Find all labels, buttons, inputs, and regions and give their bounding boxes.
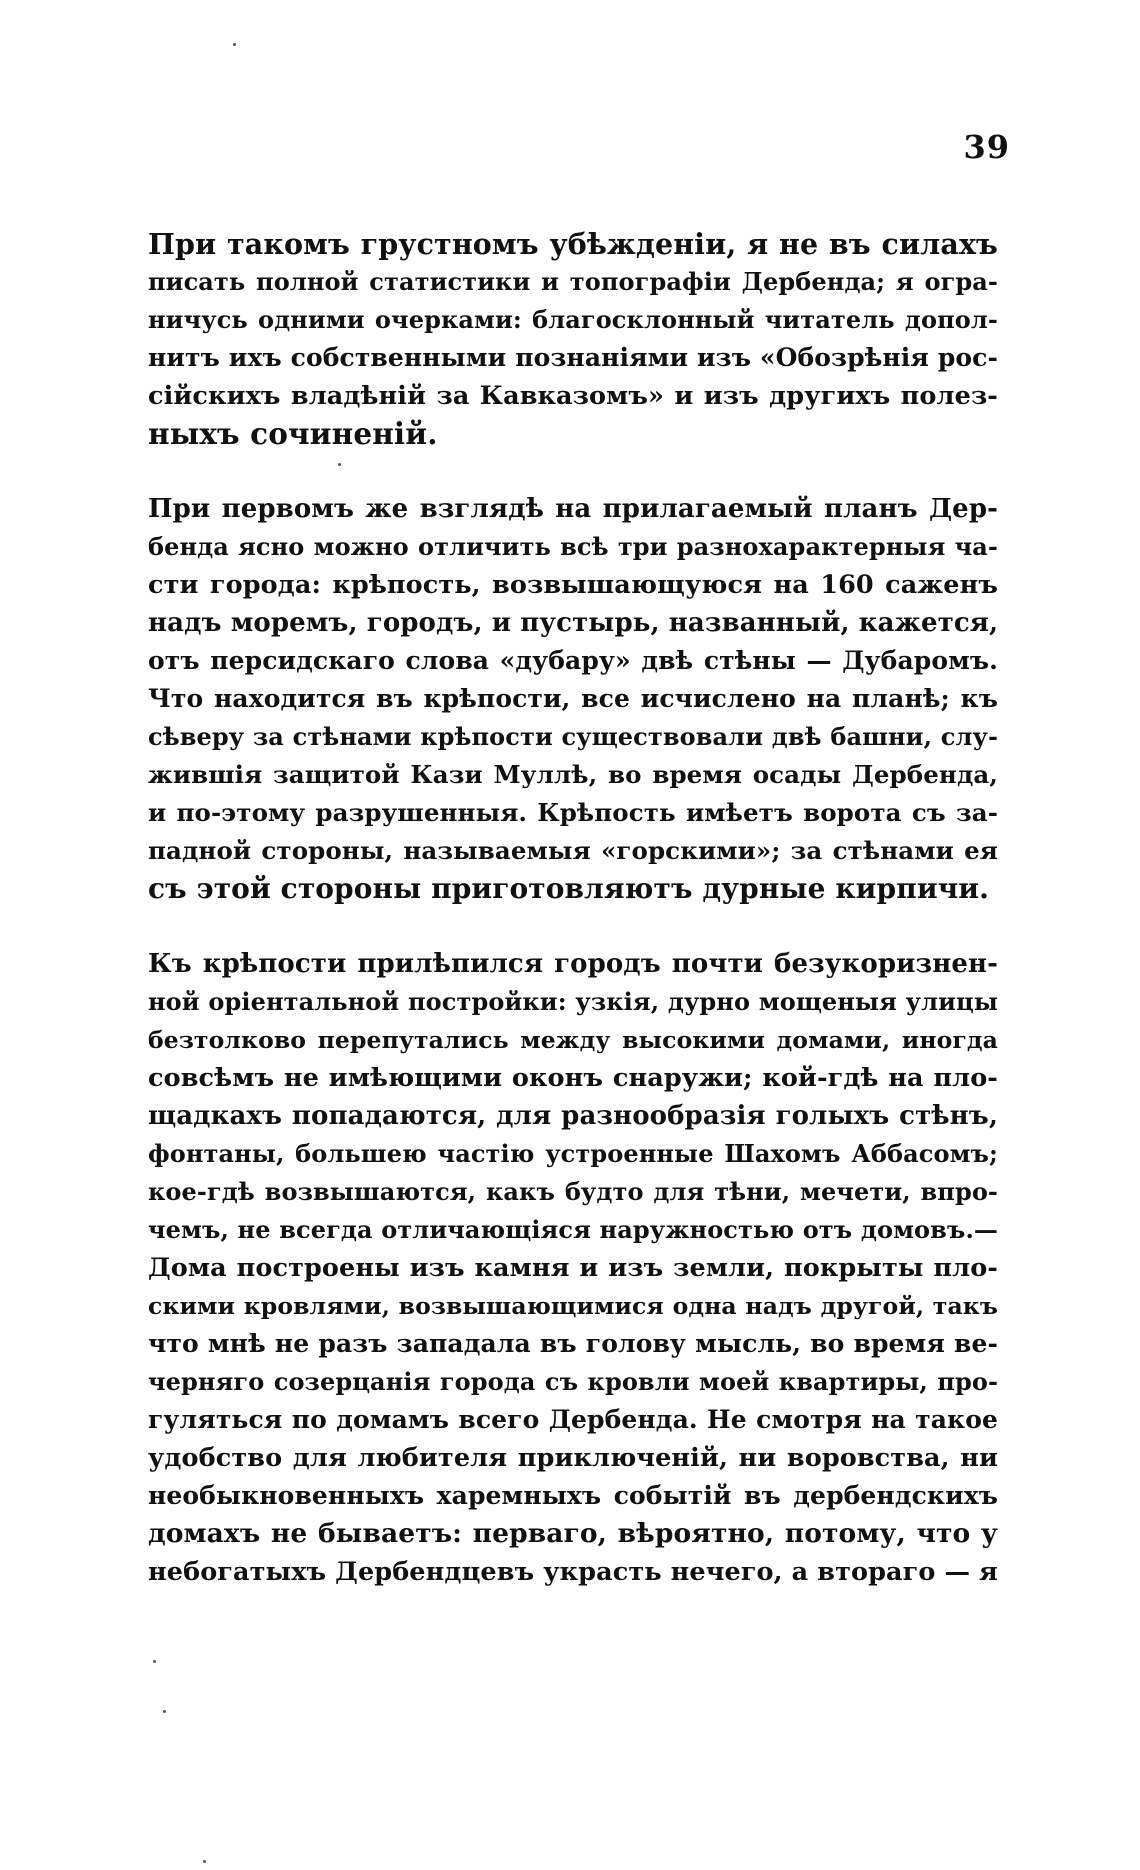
text-line: бенда ясно можно отличить всѣ три разнохарактерныя ча- — [148, 532, 998, 561]
text-line: чемъ, не всегда отличающіяся наружностью отъ домовъ.— — [148, 1215, 998, 1244]
paragraph-1 — [148, 225, 998, 453]
text-line: безтолково перепутались между высокими домами, иногда — [148, 1026, 998, 1054]
text-line: ничусь одними очерками: благосклонный читатель допол- — [148, 305, 998, 334]
text-line: сти города: крѣпость, возвышающуюся на 160 саженъ — [148, 570, 998, 600]
text-line: гуляться по домамъ всего Дербенда. Не смотря на такое — [148, 1405, 998, 1434]
text-line: и по-этому разрушенныя. Крѣпость имѣетъ ворота съ за- — [148, 798, 998, 827]
text-line: отъ персидскаго слова «дубару» двѣ стѣны — Дубаромъ. — [148, 646, 998, 675]
text-line: Что находится въ крѣпости, все исчислено на планѣ; къ — [148, 684, 998, 713]
text-line: Дома построены изъ камня и изъ земли, покрыты пло- — [148, 1253, 998, 1283]
text-line: небогатыхъ Дербендцевъ украсть нечего, а втораго — я — [148, 1557, 998, 1587]
text-line: ныхъ сочиненій. — [148, 416, 438, 451]
text-line: писать полной статистики и топографіи Дербенда; я огра- — [148, 267, 998, 296]
text-line: падной стороны, называемыя «горскими»; за стѣнами ея — [148, 836, 998, 865]
text-line: что мнѣ не разъ западала въ голову мысль, во время ве- — [148, 1329, 998, 1358]
paragraph-3 — [148, 945, 998, 1591]
text-line: При первомъ же взглядѣ на прилагаемый планъ Дер- — [148, 494, 998, 524]
print-speck — [203, 1860, 206, 1863]
text-line: необыкновенныхъ харемныхъ событій въ дербендскихъ — [148, 1481, 998, 1510]
print-speck — [233, 43, 236, 46]
text-line: надъ моремъ, городъ, и пустырь, названный, кажется, — [148, 608, 999, 638]
text-line: ной оріентальной постройки: узкія, дурно мощеныя улицы — [148, 987, 998, 1016]
print-speck — [163, 1710, 166, 1713]
text-line: скими кровлями, возвышающимися одна надъ другой, такъ — [148, 1292, 998, 1320]
paragraph-2 — [148, 490, 998, 908]
text-line: жившія защитой Кази Муллѣ, во время осады Дербенда, — [148, 760, 998, 789]
text-line: При такомъ грустномъ убѣжденіи, я не въ силахъ — [148, 227, 998, 261]
text-line: съ этой стороны приготовляютъ дурные кирпичи. — [148, 872, 989, 905]
text-line: Къ крѣпости прилѣпился городъ почти безукоризнен- — [148, 949, 998, 979]
text-line: щадкахъ попадаются, для разнообразія голыхъ стѣнъ, — [148, 1101, 998, 1131]
text-line: домахъ не бываетъ: перваго, вѣроятно, потому, что у — [148, 1518, 998, 1549]
text-line: кое-гдѣ возвышаются, какъ будто для тѣни, мечети, впро- — [148, 1177, 998, 1206]
page-number: 39 — [963, 128, 1010, 166]
text-line: совсѣмъ не имѣющими оконъ снаружи; кой-гдѣ на пло- — [148, 1063, 998, 1093]
text-line: нитъ ихъ собственными познаніями изъ «Обозрѣнія рос- — [148, 343, 998, 372]
print-speck — [338, 463, 341, 466]
text-line: сійскихъ владѣній за Кавказомъ» и изъ другихъ полез- — [148, 381, 998, 411]
text-line: сѣверу за стѣнами крѣпости существовали двѣ башни, слу- — [148, 722, 998, 751]
text-line: удобство для любителя приключеній, ни воровства, ни — [148, 1443, 998, 1473]
print-speck — [153, 1660, 156, 1663]
text-line: черняго созерцанія города съ кровли моей квартиры, про- — [148, 1367, 998, 1396]
text-line: фонтаны, большею частію устроенные Шахомъ Аббасомъ; — [148, 1139, 998, 1168]
